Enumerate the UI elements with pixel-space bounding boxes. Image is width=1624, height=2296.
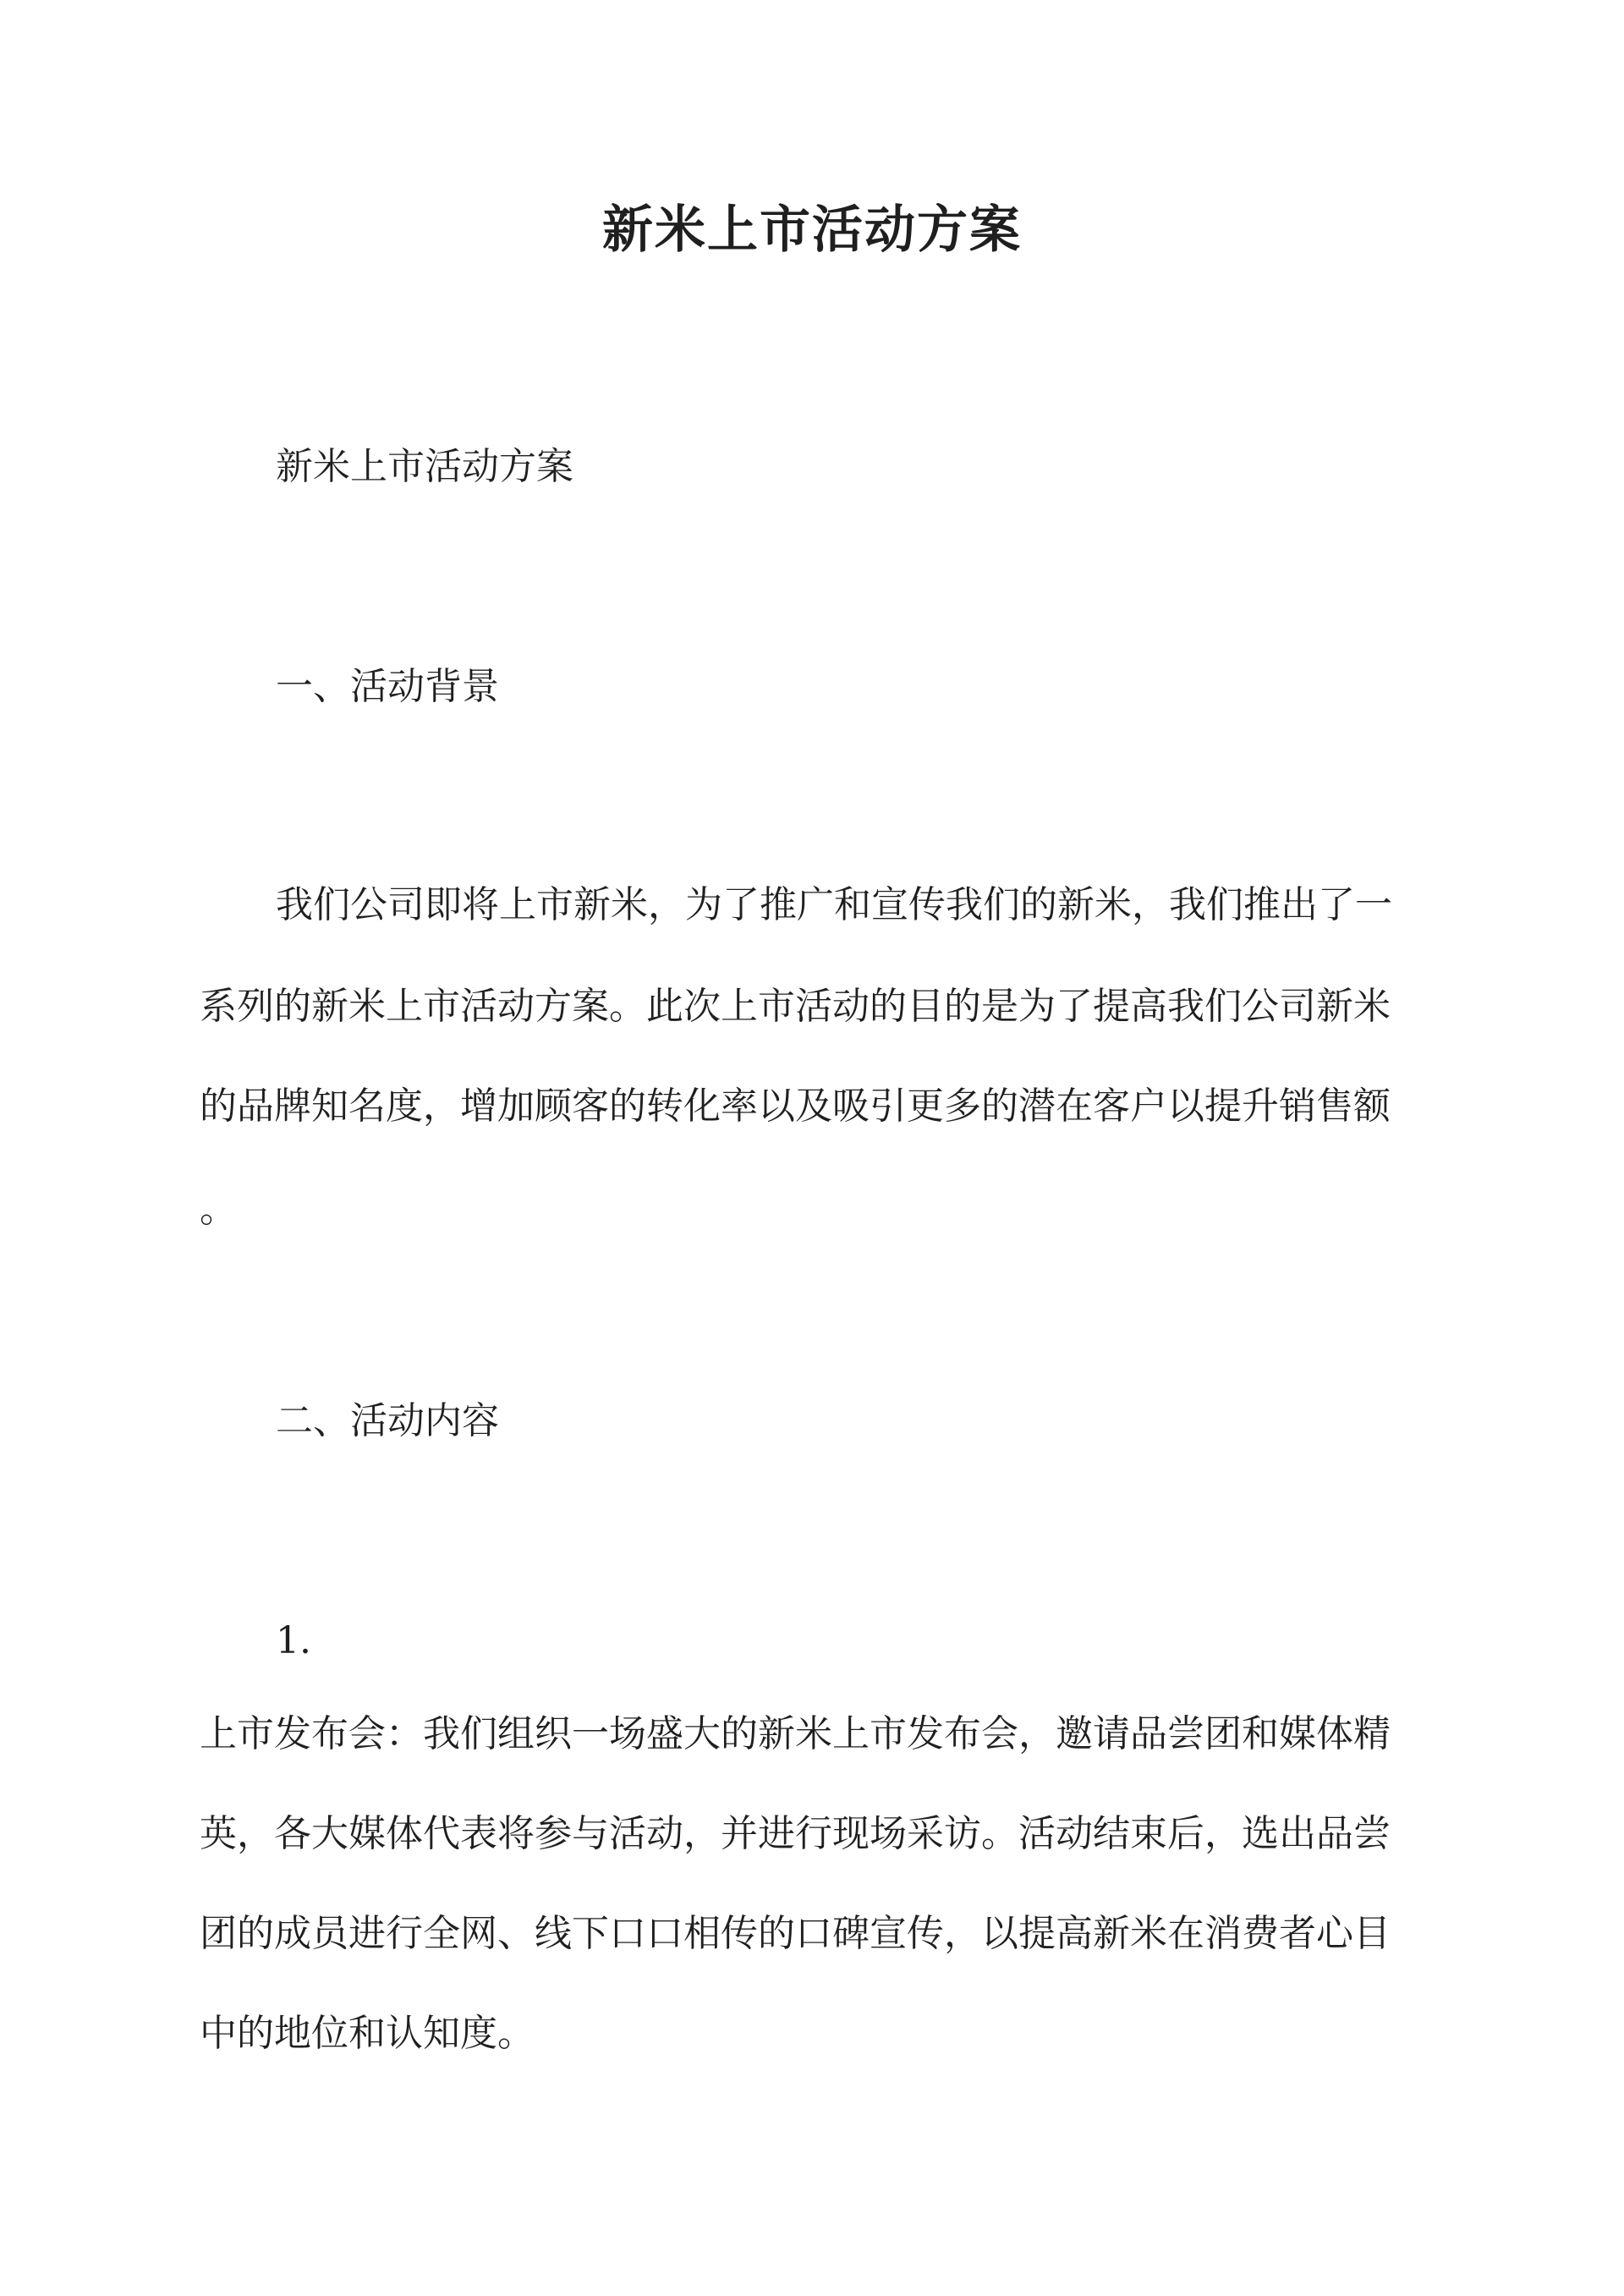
- paragraph-line: 上市发布会：我们组织一场盛大的新米上市发布会，邀请品尝团和媒体精: [200, 1712, 1391, 1755]
- section-heading-content: 二、活动内容: [276, 1399, 499, 1442]
- paragraph-line: 我们公司即将上市新米，为了推广和宣传我们的新米，我们推出了一: [276, 883, 1392, 926]
- paragraph-line: 系列的新米上市活动方案。此次上市活动的目的是为了提高我们公司新米: [200, 985, 1391, 1028]
- list-item-number: 1.: [276, 1619, 311, 1662]
- paragraph-line: 团的成员进行全网、线下口口相传的口碑宣传，以提高新米在消费者心目: [200, 1912, 1391, 1955]
- document-subtitle: 新米上市活动方案: [276, 445, 573, 488]
- paragraph-line: 中的地位和认知度。: [200, 2012, 535, 2055]
- paragraph-line: 的品牌知名度，增加顾客的转化率以及吸引更多的潜在客户以提升销售额: [200, 1085, 1391, 1128]
- paragraph-line: 英，各大媒体代表将参与活动，并进行现场采访。活动结束后，选出品尝: [200, 1812, 1391, 1855]
- paragraph-line: 。: [200, 1188, 237, 1231]
- document-title: 新米上市活动方案: [602, 200, 1022, 260]
- section-heading-background: 一、活动背景: [276, 665, 499, 708]
